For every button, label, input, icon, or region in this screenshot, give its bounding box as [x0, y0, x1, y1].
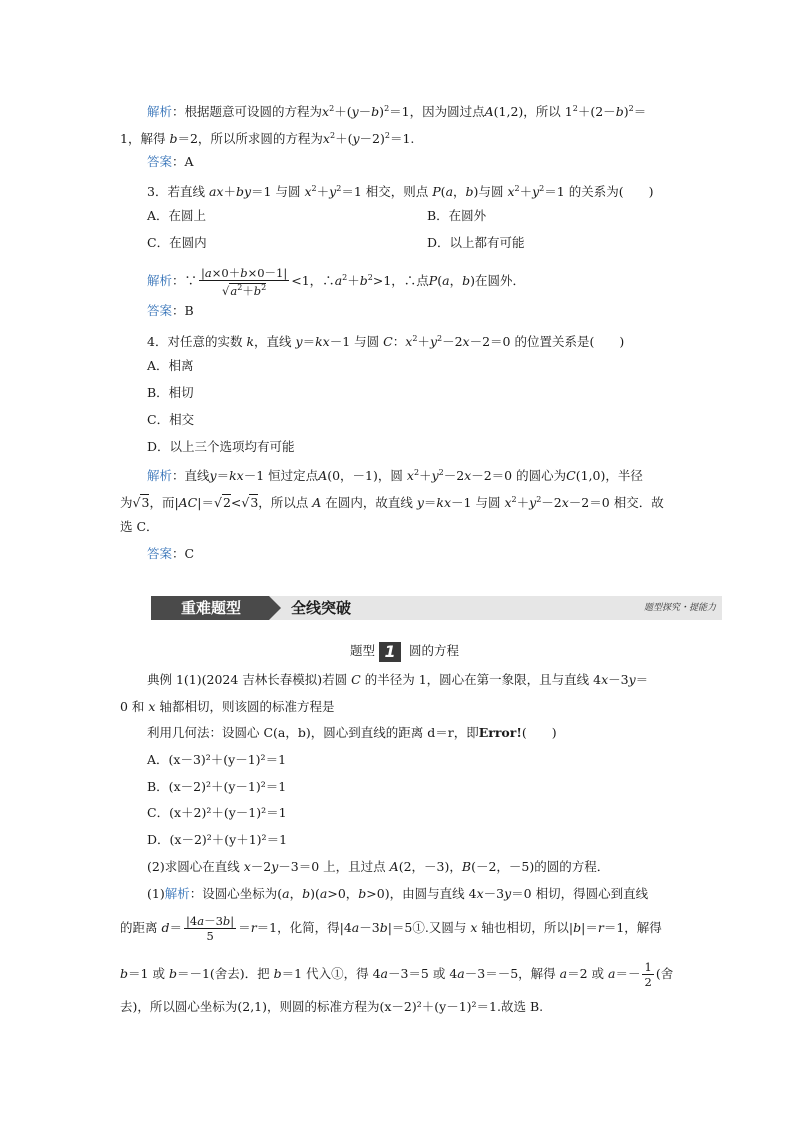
banner-title-left: 重难题型 [181, 599, 242, 617]
example-line-3: 利用几何法：设圆心 C(a，b)，圆心到直线的距离 d＝r，即Error!( ) [147, 725, 557, 740]
distance-fraction: $\frac{|a\times 0+b\times 0-1|}{√a^2+b^2}$ [201, 265, 288, 298]
topic-heading [350, 641, 459, 662]
solution-label: 解析 [147, 104, 173, 119]
answer-label: 答案 [147, 303, 173, 318]
q3-option-a: A．在圆上 [147, 208, 207, 223]
half-fraction: $\frac{1}{2}$ [644, 960, 652, 989]
banner-arrow [269, 596, 281, 620]
q2-answer: 答案：A [147, 154, 194, 169]
q4-answer: 答案：C [147, 546, 195, 561]
distance-fraction: $\frac{|4a-3b|}{5}$ [186, 914, 235, 943]
q4-option-a: A．相离 [147, 358, 194, 373]
example-solution-line-3: b＝1 或 b＝－1(舍去)．把 b＝1 代入①，得 4a－3＝5 或 4a－3＝－5，解得 a＝2 或 a＝－ $\frac{1}{2}$ (舍 [120, 960, 674, 989]
example-solution-line-2: 的距离 d＝ $\frac{|4a-3b|}{5}$ ＝r＝1，化简，得|4a－3b|＝5①.又圆与 x 轴也相切，所以|b|＝r＝1，解得 [120, 914, 662, 943]
topic-prefix: 题型 [350, 643, 376, 658]
example-option-b: B．(x－2)²＋(y－1)²＝1 [147, 779, 287, 794]
solution-label: 解析 [147, 468, 173, 483]
answer-label: 答案 [147, 154, 173, 169]
q2-solution-line-1: 解析：根据题意可设圆的方程为$x^2+(y-b)^2=1$，因为圆过点A(1,2)，所以 $1^2+(2-b)^2=$ [147, 104, 647, 119]
q4-option-d: D．以上三个选项均有可能 [147, 439, 295, 454]
q4-solution-line-1: 解析：直线y＝kx－1 恒过定点A(0，－1)，圆 $x^2+y^2-2x-2=0$ 的圆心为C(1,0)，半径 [147, 468, 643, 483]
topic-title: 圆的方程 [409, 643, 460, 658]
banner-tag: 题型探究・提能力 [643, 603, 716, 613]
q3-answer: 答案：B [147, 303, 194, 318]
banner-title-right: 全线突破 [291, 599, 352, 617]
solution-label: 解析 [164, 886, 190, 901]
q4-option-c: C．相交 [147, 412, 195, 427]
example-solution-line-1: (1)解析：设圆心坐标为(a，b)(a>0，b>0)，由圆与直线 4x－3y＝0 相切，得圆心到直线 [147, 886, 649, 901]
q3-option-d: D．以上都有可能 [427, 235, 525, 250]
example-solution-line-4: 去)，所以圆心坐标为(2,1)，则圆的标准方程为(x－2)²＋(y－1)²＝1.故选 B. [120, 999, 544, 1014]
example-option-a: A．(x－3)²＋(y－1)²＝1 [147, 752, 287, 767]
q3-stem: 3．若直线 ax＋by＝1 与圆 $x^2+y^2=1$ 相交，则点 P(a，b)与圆 $x^2+y^2=1$ 的关系为( ) [147, 184, 654, 199]
q3-solution: 解析：∵ $\frac{|a\times 0+b\times 0-1|}{√a^2+b^2}$ <1，$\therefore a^2+b^2>1$，∴点P(a，b)在圆外． [147, 265, 525, 298]
solution-label: 解析 [147, 273, 173, 288]
example-option-c: C．(x＋2)²＋(y－1)²＝1 [147, 805, 287, 820]
example-part-2: (2)求圆心在直线 x－2y－3＝0 上，且过点 A(2，－3)，B(－2，－5)的圆的方程． [147, 859, 610, 874]
q4-stem: 4．对任意的实数 k，直线 y＝kx－1 与圆 C：$x^2+y^2-2x-2=0$ 的位置关系是( ) [147, 334, 625, 349]
example-line-2: 0 和 x 轴都相切，则该圆的标准方程是 [120, 699, 335, 714]
example-option-d: D．(x－2)²＋(y＋1)²＝1 [147, 832, 288, 847]
example-line-1: 典例 1(1)(2024 吉林长春模拟)若圆 C 的半径为 1，圆心在第一象限，且与直线 4x－3y＝ [147, 672, 649, 687]
section-banner [151, 596, 722, 620]
topic-number-badge: 1 [379, 642, 401, 662]
q2-solution-line-2: 1，解得 b＝2，所以所求圆的方程为$x^2+(y-2)^2=1$. [120, 131, 415, 146]
q4-solution-line-2: 为√3，而|AC|＝√2<√3，所以点 A 在圆内，故直线 y＝kx－1 与圆 $x^2+y^2-2x-2=0$ 相交．故 [120, 495, 664, 510]
q3-option-c: C．在圆内 [147, 235, 207, 250]
q4-option-b: B．相切 [147, 385, 194, 400]
q3-option-b: B．在圆外 [427, 208, 487, 223]
answer-label: 答案 [147, 546, 173, 561]
q4-solution-line-3: 选 C． [120, 519, 159, 534]
